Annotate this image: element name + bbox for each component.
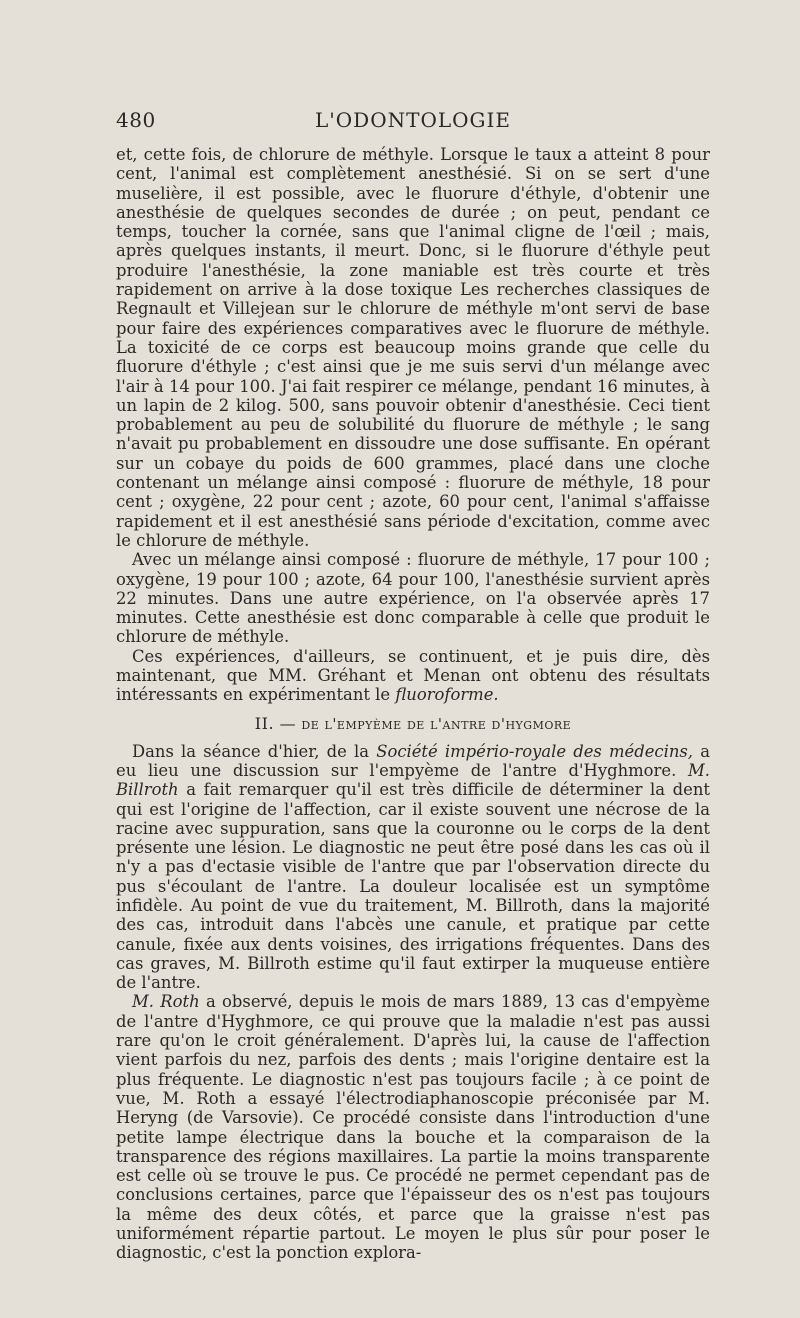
paragraph-3-italic: fluoroforme. (395, 685, 499, 705)
paragraph-3 (116, 647, 710, 705)
section-heading (116, 714, 710, 734)
paragraph-3-text: Ces expériences, d'ailleurs, se continuent, et je puis dire, dès maintenant, que MM. Gréhant et Menan ont obtenu des résultats intéressants en expérimentant le (116, 646, 710, 705)
paragraph-4-text-c: a eu lieu une discussion sur l'empyème de l'antre d'Hyghmore. (116, 741, 710, 780)
page-number: 480 (116, 108, 156, 132)
paragraph-4-italic-b: Société império-royale des médecins, (376, 741, 694, 761)
paragraph-5-text-b: a observé, depuis le mois de mars 1889, 13 cas d'empyème de l'antre d'Hyghmore, ce qui prouve que la maladie n'est pas aussi rare qu'on le croit généralement. D'après lui, la cause de l'affection vient parfois du nez, parfois des dents ; mais l'origine dentaire est la plus fréquente. Le diagnostic n'est pas toujours facile ; à ce point de vue, M. Roth a essayé l'électrodiaphanoscopie préconisée par M. Heryng (de Varsovie). Ce procédé consiste dans l'introduction d'une petite lampe électrique dans la bouche et la comparaison de la transparence des régions maxillaires. La partie la moins transparente est celle où se trouve le pus. Ce procédé ne permet cependant pas de conclusions certaines, parce que l'épaisseur des os n'est pas toujours la même des deux côtés, et parce que la graisse n'est pas uniformément répartie partout. Le moyen le plus sûr pour poser le diagnostic, c'est la ponction explora- (116, 992, 710, 1263)
paragraph-4-italic-d: M. Billroth (116, 760, 710, 800)
paragraph-5-italic-a: M. Roth (132, 992, 200, 1012)
running-head: L'ODONTOLOGIE (315, 108, 511, 132)
paragraph-1: et, cette fois, de chlorure de méthyle. Lorsque le taux a atteint 8 pour cent, l'animal est complètement anesthésié. Si on se sert d'une muselière, il est possible, avec le fluorure d'éthyle, d'obtenir une anesthésie de quelques secondes de durée ; on peut, pendant ce temps, toucher la cornée, sans que l'animal cligne de l'œil ; mais, après quelques instants, il meurt. Donc, si le fluorure d'éthyle peut produire l'anesthésie, la zone maniable est très courte et très rapidement on arrive à la dose toxique Les recherches classiques de Regnault et Villejean sur le chlorure de méthyle m'ont servi de base pour faire des expériences comparatives avec le fluorure de méthyle. La toxicité de ce corps est beaucoup moins grande que celle du fluorure d'éthyle ; c'est ainsi que je me suis servi d'un mélange avec l'air à 14 pour 100. J'ai fait respirer ce mélange, pendant 16 minutes, à un lapin de 2 kilog. 500, sans pouvoir obtenir d'anesthésie. Ceci tient probablement au peu de solubilité du fluorure de méthyle ; le sang n'avait pu probablement en dissoudre une dose suffisante. En opérant sur un cobaye du poids de 600 grammes, placé dans une cloche contenant un mélange ainsi composé : fluorure de méthyle, 18 pour cent ; oxygène, 22 pour cent ; azote, 60 pour cent, l'animal s'affaisse rapidement et il est anesthésié sans période d'excitation, comme avec le chlorure de méthyle. (116, 145, 710, 550)
section-number: II. — (254, 713, 297, 733)
paragraph-5 (116, 992, 710, 1262)
paragraph-2: Avec un mélange ainsi composé : fluorure de méthyle, 17 pour 100 ; oxygène, 19 pour 100 ; azote, 64 pour 100, l'anesthésie survient après 22 minutes. Dans une autre expérience, on l'a observée après 17 minutes. Cette anesthésie est donc comparable à celle que produit le chlorure de méthyle. (116, 550, 710, 647)
paragraph-4 (116, 742, 710, 993)
paragraph-4-text-a: Dans la séance d'hier, de la (132, 741, 370, 761)
body-text (116, 145, 710, 1263)
paragraph-4-text-e: a fait remarquer qu'il est très difficile de déterminer la dent qui est l'origine de l'affection, car il existe souvent une nécrose de la racine avec suppuration, sans que la couronne ou le corps de la dent présente une lésion. Le diagnostic ne peut être posé dans les cas où il n'y a pas d'ectasie visible de l'antre que par l'observation directe du pus s'écoulant de l'antre. La douleur localisée est un symptôme infidèle. Au point de vue du traitement, M. Billroth, dans la majorité des cas, introduit dans l'abcès une canule, et pratique par cette canule, fixée aux dents voisines, des irrigations fréquentes. Dans des cas graves, M. Billroth estime qu'il faut extirper la muqueuse entière de l'antre. (116, 780, 710, 993)
section-title: de l'empyème de l'antre d'hygmore (301, 714, 572, 733)
page-header (116, 108, 710, 138)
